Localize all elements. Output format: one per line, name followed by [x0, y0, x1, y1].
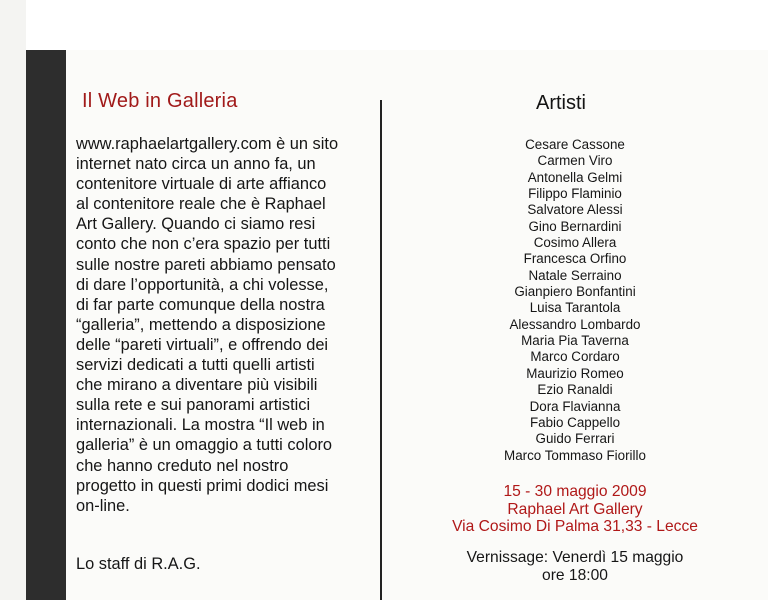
- description-line: on-line.: [76, 496, 130, 515]
- artist-name: Alessandro Lombardo: [509, 316, 641, 332]
- artist-name: Filippo Flaminio: [528, 186, 622, 202]
- description-line: che hanno creduto nel nostro: [76, 456, 289, 475]
- artist-name: Marco Cordaro: [530, 349, 620, 365]
- description-line: “galleria”, mettendo a disposizione: [76, 315, 326, 334]
- vernissage-info: [410, 549, 740, 584]
- description-line: di far parte comunque della nostra: [76, 295, 325, 314]
- description-line: servizi dedicati a tutti quelli artisti: [76, 356, 315, 375]
- description-line: di dare l’opportunità, a chi volesse,: [76, 275, 329, 294]
- description-line: internazionali. La mostra “Il web in: [76, 416, 325, 435]
- artist-name: Ezio Ranaldi: [537, 382, 613, 398]
- artist-name: Maria Pia Taverna: [521, 333, 629, 349]
- artist-name: Maurizio Romeo: [526, 365, 624, 381]
- vernissage-date: Vernissage: Venerdì 15 maggio: [466, 549, 684, 566]
- event-venue: Raphael Art Gallery: [507, 500, 643, 518]
- artist-name: Gino Bernardini: [528, 218, 622, 234]
- artist-name: Cosimo Allera: [533, 235, 617, 251]
- column-divider: [380, 100, 382, 600]
- description-line: galleria” è un omaggio a tutti coloro: [76, 436, 333, 455]
- artist-name: Francesca Orfino: [523, 251, 627, 267]
- card-left-margin: [0, 0, 26, 600]
- description-line: conto che non c’era spazio per tutti: [76, 235, 331, 254]
- description-line: che mirano a diventare più visibili: [76, 376, 318, 395]
- artist-name: Natale Serraino: [528, 267, 622, 283]
- card-top-margin: [0, 0, 768, 50]
- description-line: al contenitore reale che è Raphael: [76, 195, 326, 214]
- description-line: delle “pareti virtuali”, e offrendo dei: [76, 335, 329, 354]
- description-line: internet nato circa un anno fa, un: [76, 155, 316, 174]
- description-line: sulle nostre pareti abbiamo pensato: [76, 255, 336, 274]
- event-address: Via Cosimo Di Palma 31,33 - Lecce: [452, 518, 698, 535]
- artist-name: Cesare Cassone: [525, 137, 625, 152]
- decorative-black-band: [26, 50, 66, 600]
- artist-name: Salvatore Alessi: [527, 202, 623, 218]
- description-line: contenitore virtuale di arte affianco: [76, 175, 327, 194]
- artist-name: Fabio Cappello: [529, 414, 621, 430]
- staff-signature: Lo staff di R.A.G.: [76, 555, 201, 573]
- artist-name: Antonella Gelmi: [527, 169, 623, 185]
- artist-name: Gianpiero Bonfantini: [514, 284, 636, 300]
- event-dates: 15 - 30 maggio 2009: [503, 483, 647, 500]
- vernissage-time: ore 18:00: [542, 566, 608, 584]
- artists-list: [430, 137, 720, 464]
- artist-name: Luisa Tarantola: [529, 300, 621, 316]
- description-line: sulla rete e sui panorami artistici: [76, 396, 311, 415]
- description-line: progetto in questi primi dodici mesi: [76, 476, 329, 495]
- artist-name: Carmen Viro: [537, 153, 613, 169]
- event-details: [410, 483, 740, 536]
- web-gallery-title: Il Web in Galleria: [82, 90, 238, 112]
- artist-name: Dora Flavianna: [529, 398, 621, 414]
- artist-name: Marco Tommaso Fiorillo: [504, 447, 646, 463]
- description-line: Art Gallery. Quando ci siamo resi: [76, 215, 316, 234]
- artist-name: Guido Ferrari: [535, 431, 615, 447]
- description-line: www.raphaelartgallery.com è un sito: [76, 135, 339, 153]
- web-gallery-description: [76, 134, 376, 516]
- artists-title: Artisti: [536, 92, 586, 114]
